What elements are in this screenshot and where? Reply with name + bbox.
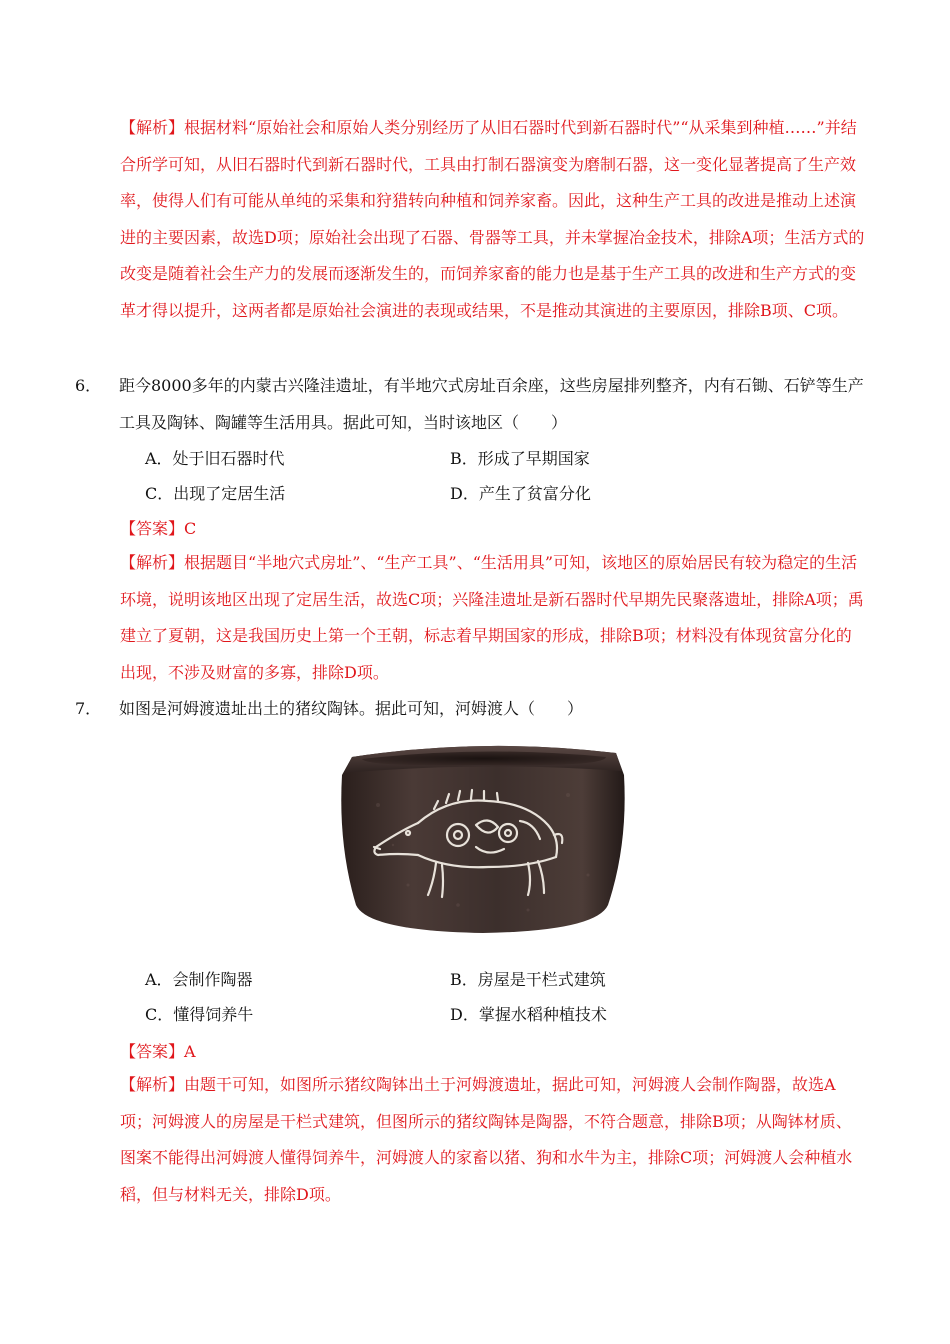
q6-stem-text: 距今8000多年的内蒙古兴隆洼遗址，有半地穴式房址百余座，这些房屋排列整齐，内有石锄、石铲等生产工具及陶钵、陶罐等生活用具。据此可知，当时该地区（ ） bbox=[119, 376, 864, 432]
q7-number: 7． bbox=[75, 699, 102, 718]
q6-answer-value: C bbox=[184, 519, 197, 538]
q7-analysis bbox=[120, 1067, 865, 1213]
q6-analysis-text: 根据题目“半地穴式房址”、“生产工具”、“生活用具”可知，该地区的原始居民有较为稳定的生活环境，说明该地区出现了定居生活，故选C项；兴隆洼遗址是新石器时代早期先民聚落遗址，排除A项；禹建立了夏朝，这是我国历史上第一个王朝，标志着早期国家的形成，排除B项；材料没有体现贫富分化的出现，不涉及财富的多寡，排除D项。 bbox=[120, 553, 864, 682]
q6-option-c: C．出现了定居生活 bbox=[145, 484, 286, 503]
q6-analysis bbox=[120, 545, 865, 691]
q6-stem bbox=[75, 368, 867, 441]
q5-analysis bbox=[120, 110, 865, 329]
pig-pattern-pottery-bowl-image bbox=[338, 735, 628, 935]
q6-option-d: D．产生了贫富分化 bbox=[450, 484, 591, 503]
q7-analysis-text: 由题干可知，如图所示猪纹陶钵出土于河姆渡遗址，据此可知，河姆渡人会制作陶器，故选A项；河姆渡人的房屋是干栏式建筑，但图所示的猪纹陶钵是陶器，不符合题意，排除B项；从陶钵材质、图案不能得出河姆渡人懂得饲养牛，河姆渡人的家畜以猪、狗和水牛为主，排除C项；河姆渡人会种植水稻，但与材料无关，排除D项。 bbox=[120, 1075, 853, 1204]
q6-option-a: A．处于旧石器时代 bbox=[145, 449, 285, 468]
q7-analysis-tag: 【解析】 bbox=[120, 1075, 185, 1094]
q5-analysis-text: 根据材料“原始社会和原始人类分别经历了从旧石器时代到新石器时代”“从采集到种植……”并结合所学可知，从旧石器时代到新石器时代，工具由打制石器演变为磨制石器，这一变化显著提高了生产效率，使得人们有可能从单纯的采集和狩猎转向种植和饲养家畜。因此，这种生产工具的改进是推动上述演进的主要因素，故选D项；原始社会出现了石器、骨器等工具，并未掌握冶金技术，排除A项；生活方式的改变是随着社会生产力的发展而逐渐发生的，而饲养家畜的能力也是基于生产工具的改进和生产方式的变革才得以提升，这两者都是原始社会演进的表现或结果，不是推动其演进的主要原因，排除B项、C项。 bbox=[120, 118, 865, 320]
q6-option-b: B．形成了早期国家 bbox=[450, 449, 590, 468]
q7-stem-text: 如图是河姆渡遗址出土的猪纹陶钵。据此可知，河姆渡人（ ） bbox=[119, 699, 584, 718]
q5-analysis-tag: 【解析】 bbox=[120, 118, 185, 137]
q7-answer-tag: 【答案】 bbox=[120, 1042, 185, 1061]
q7-option-d: D．掌握水稻种植技术 bbox=[450, 1005, 607, 1024]
q6-analysis-tag: 【解析】 bbox=[120, 553, 185, 572]
q7-answer-value: A bbox=[184, 1042, 196, 1061]
q7-option-c: C．懂得饲养牛 bbox=[145, 1005, 254, 1024]
q6-number: 6． bbox=[75, 376, 102, 395]
q7-option-a: A．会制作陶器 bbox=[145, 970, 253, 989]
q7-stem bbox=[75, 691, 867, 728]
q7-answer bbox=[120, 1040, 196, 1064]
q7-option-b: B．房屋是干栏式建筑 bbox=[450, 970, 606, 989]
q6-answer bbox=[120, 517, 196, 541]
q6-answer-tag: 【答案】 bbox=[120, 519, 185, 538]
